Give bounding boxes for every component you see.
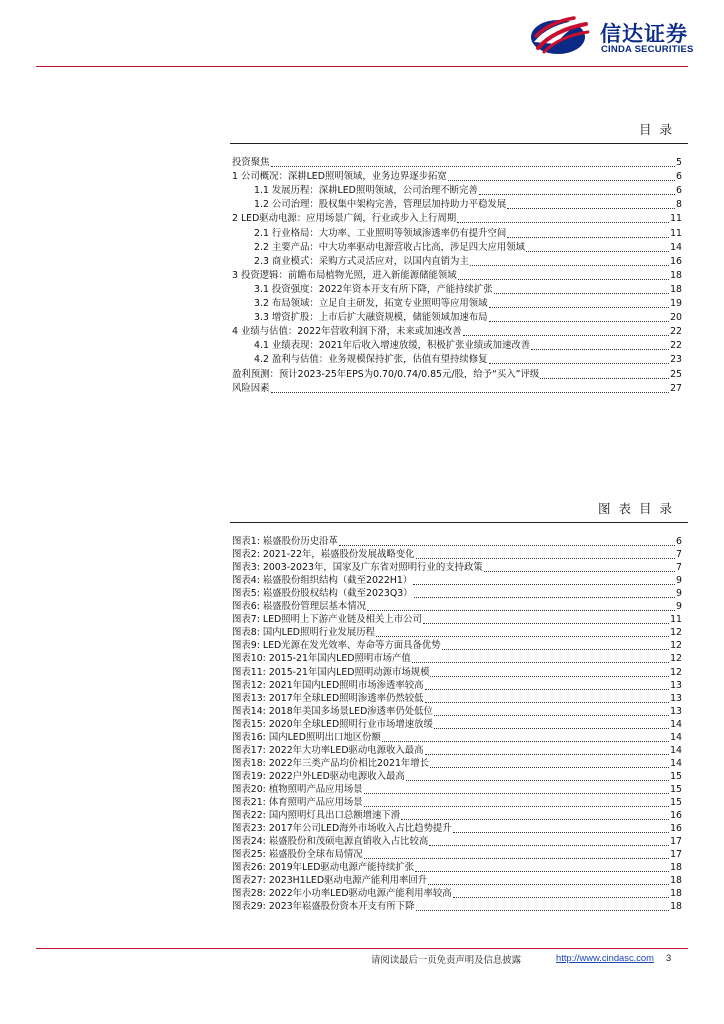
dot-leader bbox=[413, 576, 675, 585]
entry-page-number: 15 bbox=[670, 770, 682, 782]
entry-title: 3.2 布局领域：立足自主研发，拓宽专业照明等应用领域 bbox=[254, 298, 488, 309]
figure-entry[interactable] bbox=[232, 575, 682, 587]
entry-page-number: 22 bbox=[670, 340, 682, 352]
figure-entry[interactable] bbox=[232, 614, 682, 626]
figure-entry[interactable] bbox=[232, 588, 682, 600]
dot-leader bbox=[414, 589, 675, 598]
dot-leader bbox=[479, 186, 675, 195]
entry-page-number: 27 bbox=[670, 382, 682, 394]
cinda-logo bbox=[528, 14, 708, 56]
entry-title: 风险因素 bbox=[232, 382, 270, 394]
entry-title: 3.3 增资扩股：上市后扩大融资规模，储能领域加速布局 bbox=[254, 312, 488, 324]
dot-leader bbox=[494, 285, 669, 294]
dot-leader bbox=[364, 798, 669, 807]
page-footer bbox=[0, 944, 724, 968]
entry-title: 3 投资逻辑：前瞻布局植物光照，进入新能源储能领域 bbox=[232, 269, 457, 281]
entry-page-number: 9 bbox=[676, 601, 682, 613]
figure-entry[interactable] bbox=[232, 653, 682, 665]
entry-page-number: 7 bbox=[676, 562, 682, 574]
entry-title: 3.1 投资强度：2022年资本开支有所下降，产能持续扩张 bbox=[254, 283, 493, 295]
entry-page-number: 6 bbox=[676, 536, 682, 547]
dot-leader bbox=[430, 668, 669, 677]
entry-page-number: 12 bbox=[670, 640, 682, 652]
dot-leader bbox=[271, 384, 670, 393]
entry-page-number: 12 bbox=[670, 653, 682, 665]
entry-page-number: 12 bbox=[670, 666, 682, 678]
dot-leader bbox=[484, 563, 675, 572]
entry-title: 图表3: 2003-2023年，国家及广东省对照明行业的支持政策 bbox=[232, 562, 483, 574]
entry-title: 图表23: 2017年公司LED海外市场收入占比趋势提升 bbox=[232, 823, 452, 835]
entry-title: 图表22: 国内照明灯具出口总额增速下滑 bbox=[232, 810, 401, 822]
entry-page-number: 25 bbox=[670, 368, 682, 380]
figure-entry[interactable] bbox=[232, 732, 682, 744]
entry-title: 图表13: 2017年全球LED照明渗透率仍然较低 bbox=[232, 692, 424, 704]
dot-leader bbox=[367, 602, 675, 611]
entry-title: 图表18: 2022年三类产品均价相比2021年增长 bbox=[232, 757, 430, 769]
footer-divider bbox=[36, 948, 688, 949]
logo-chinese-name: 信达证券 bbox=[600, 22, 688, 46]
dot-leader bbox=[507, 229, 669, 238]
dot-leader bbox=[507, 200, 675, 209]
entry-page-number: 11 bbox=[670, 213, 682, 225]
dot-leader bbox=[339, 537, 675, 546]
entry-page-number: 15 bbox=[670, 797, 682, 808]
entry-title: 图表2: 2021-22年，崧盛股份发展战略变化 bbox=[232, 549, 415, 561]
figures-title-divider bbox=[230, 522, 688, 523]
entry-title: 图表26: 2019年LED驱动电源产能持续扩张 bbox=[232, 862, 415, 874]
dot-leader bbox=[442, 641, 669, 650]
figure-entry[interactable] bbox=[232, 680, 682, 692]
dot-leader bbox=[489, 313, 670, 322]
entry-title: 图表12: 2021年国内LED照明市场渗透率较高 bbox=[232, 679, 424, 691]
dot-leader bbox=[458, 271, 669, 280]
footer-website-link[interactable]: http://www.cindasc.com bbox=[556, 952, 654, 963]
entry-page-number: 16 bbox=[670, 810, 682, 822]
toc-entry[interactable] bbox=[232, 369, 682, 381]
dot-leader bbox=[453, 889, 669, 898]
figure-entry[interactable] bbox=[232, 771, 682, 783]
figure-entry[interactable] bbox=[232, 875, 682, 887]
entry-title: 4 业绩与估值：2022年营收利润下滑，未来或加速改善 bbox=[232, 326, 462, 338]
entry-page-number: 14 bbox=[670, 757, 682, 769]
entry-title: 1 公司概况：深耕LED照明领域，业务边界逐步拓宽 bbox=[232, 171, 447, 183]
dot-leader bbox=[428, 876, 669, 885]
dot-leader bbox=[489, 355, 670, 364]
dot-leader bbox=[401, 811, 669, 820]
entry-title: 图表29: 2023年崧盛股份资本开支有所下降 bbox=[232, 901, 415, 913]
entry-page-number: 8 bbox=[676, 199, 682, 211]
page-header bbox=[0, 0, 724, 70]
dot-leader bbox=[457, 214, 669, 223]
entry-page-number: 18 bbox=[670, 269, 682, 281]
entry-title: 图表15: 2020年全球LED照明行业市场增速放缓 bbox=[232, 718, 433, 730]
logo-english-name: CINDA SECURITIES bbox=[601, 44, 694, 55]
entry-title: 图表27: 2023H1LED驱动电源产能利用率回升 bbox=[232, 875, 428, 887]
entry-title: 4.1 业绩表现：2021年后收入增速放缓，积极扩张业绩或加速改善 bbox=[254, 340, 531, 352]
dot-leader bbox=[489, 299, 670, 308]
dot-leader bbox=[376, 628, 669, 637]
toc-entry[interactable] bbox=[254, 199, 682, 211]
toc-entry[interactable] bbox=[254, 256, 682, 268]
dot-leader bbox=[470, 257, 669, 266]
entry-title: 图表1: 崧盛股份历史沿革 bbox=[232, 536, 338, 547]
entry-page-number: 13 bbox=[670, 692, 682, 704]
entry-title: 1.2 公司治理：股权集中架构完善，管理层加持助力平稳发展 bbox=[254, 199, 507, 211]
dot-leader bbox=[531, 341, 669, 350]
dot-leader bbox=[434, 720, 669, 729]
entry-page-number: 22 bbox=[670, 326, 682, 338]
entry-page-number: 14 bbox=[670, 718, 682, 730]
dot-leader bbox=[429, 837, 669, 846]
toc-entry[interactable] bbox=[232, 213, 682, 225]
entry-title: 4.2 盈利与估值：业务规模保持扩张，估值有望持续修复 bbox=[254, 354, 488, 366]
entry-page-number: 14 bbox=[670, 731, 682, 743]
toc-entry[interactable] bbox=[254, 228, 682, 240]
figure-entry[interactable] bbox=[232, 849, 682, 861]
entry-page-number: 15 bbox=[670, 783, 682, 795]
entry-page-number: 17 bbox=[670, 849, 682, 861]
entry-page-number: 16 bbox=[670, 823, 682, 835]
entry-title: 投资聚焦 bbox=[232, 157, 270, 168]
entry-title: 图表4: 崧盛股份组织结构（截至2022H1） bbox=[232, 575, 413, 587]
figure-entry[interactable] bbox=[232, 562, 682, 574]
dot-leader bbox=[425, 681, 670, 690]
entry-page-number: 7 bbox=[676, 549, 682, 561]
entry-page-number: 9 bbox=[676, 588, 682, 600]
entry-title: 图表8: 国内LED照明行业发展历程 bbox=[232, 627, 375, 639]
entry-page-number: 18 bbox=[670, 862, 682, 874]
figure-entry[interactable] bbox=[232, 862, 682, 874]
toc-entry[interactable] bbox=[254, 312, 682, 324]
entry-title: 图表25: 崧盛股份全球布局情况 bbox=[232, 849, 363, 861]
entry-title: 图表6: 崧盛股份管理层基本情况 bbox=[232, 601, 366, 613]
dot-leader bbox=[364, 785, 669, 794]
toc-entry[interactable] bbox=[254, 354, 682, 366]
toc-entry[interactable] bbox=[254, 185, 682, 197]
entry-title: 图表28: 2022年小功率LED驱动电源产能利用率较高 bbox=[232, 888, 452, 900]
dot-leader bbox=[423, 615, 669, 624]
toc-entry[interactable] bbox=[254, 284, 682, 296]
figure-entry[interactable] bbox=[232, 745, 682, 757]
entry-title: 图表10: 2015-21年国内LED照明市场产值 bbox=[232, 653, 411, 665]
entry-title: 2 LED驱动电源：应用场景广阔，行业或步入上行周期 bbox=[232, 213, 457, 225]
cinda-logo-mark-icon bbox=[528, 14, 594, 56]
entry-title: 图表14: 2018年美国多场景LED渗透率仍处低位 bbox=[232, 705, 433, 717]
figure-entry[interactable] bbox=[232, 627, 682, 639]
entry-page-number: 6 bbox=[676, 171, 682, 183]
figure-entry[interactable] bbox=[232, 901, 682, 913]
entry-page-number: 18 bbox=[670, 901, 682, 913]
entry-page-number: 20 bbox=[670, 312, 682, 324]
entry-title: 图表16: 国内LED照明出口地区份额 bbox=[232, 731, 381, 743]
toc-title: 目录 bbox=[638, 122, 680, 137]
dot-leader bbox=[453, 824, 669, 833]
entry-page-number: 18 bbox=[670, 888, 682, 900]
entry-title: 图表17: 2022年大功率LED驱动电源收入最高 bbox=[232, 744, 424, 756]
figure-entry[interactable] bbox=[232, 549, 682, 561]
entry-title: 1.1 发展历程：深耕LED照明领域，公司治理不断完善 bbox=[254, 185, 478, 197]
figure-entry[interactable] bbox=[232, 706, 682, 718]
toc-entry[interactable] bbox=[232, 326, 682, 338]
toc-entry[interactable] bbox=[232, 157, 682, 169]
entry-title: 图表24: 崧盛股份和茂硕电源直销收入占比较高 bbox=[232, 836, 429, 848]
figure-entry[interactable] bbox=[232, 888, 682, 900]
figure-entry[interactable] bbox=[232, 667, 682, 679]
figure-entry[interactable] bbox=[232, 601, 682, 613]
toc-entry[interactable] bbox=[254, 242, 682, 254]
entry-title: 2.3 商业模式：采购方式灵活应对，以国内直销为主 bbox=[254, 255, 469, 267]
entry-page-number: 11 bbox=[670, 614, 682, 626]
figure-entry[interactable] bbox=[232, 810, 682, 822]
entry-title: 图表11: 2015-21年国内LED照明动源市场规模 bbox=[232, 666, 430, 678]
entry-title: 图表7: LED照明上下游产业链及相关上市公司 bbox=[232, 614, 422, 626]
dot-leader bbox=[416, 902, 670, 911]
entry-title: 图表19: 2022户外LED驱动电源收入最高 bbox=[232, 770, 405, 782]
dot-leader bbox=[526, 243, 669, 252]
toc-entry[interactable] bbox=[232, 270, 682, 282]
entry-page-number: 6 bbox=[676, 185, 682, 197]
entry-page-number: 13 bbox=[670, 705, 682, 717]
entry-page-number: 9 bbox=[676, 575, 682, 587]
entry-title: 图表20: 植物照明产品应用场景 bbox=[232, 783, 363, 795]
figure-entry[interactable] bbox=[232, 693, 682, 705]
figure-entry[interactable] bbox=[232, 536, 682, 548]
dot-leader bbox=[425, 694, 670, 703]
toc-entry[interactable] bbox=[232, 171, 682, 183]
entry-page-number: 17 bbox=[670, 836, 682, 848]
figures-title: 图表目录 bbox=[597, 501, 680, 516]
entry-title: 2.1 行业格局：大功率、工业照明等领域渗透率仍有提升空间 bbox=[254, 227, 507, 239]
entry-title: 图表9: LED光源在发光效率、寿命等方面具备优势 bbox=[232, 640, 441, 652]
entry-page-number: 23 bbox=[670, 354, 682, 366]
dot-leader bbox=[406, 772, 669, 781]
entry-page-number: 14 bbox=[670, 241, 682, 253]
dot-leader bbox=[425, 746, 670, 755]
header-divider bbox=[36, 66, 688, 67]
dot-leader bbox=[364, 850, 669, 859]
page-number: 3 bbox=[666, 952, 672, 963]
entry-page-number: 5 bbox=[676, 157, 682, 168]
entry-title: 盈利预测：预计2023-25年EPS为0.70/0.74/0.85元/股，给予“买入”评级 bbox=[232, 368, 540, 380]
entry-title: 图表5: 崧盛股份股权结构（截至2023Q3） bbox=[232, 588, 413, 600]
entry-page-number: 14 bbox=[670, 744, 682, 756]
figure-entry[interactable] bbox=[232, 797, 682, 809]
entry-title: 图表21: 体育照明产品应用场景 bbox=[232, 797, 363, 808]
figure-entry[interactable] bbox=[232, 836, 682, 848]
entry-page-number: 19 bbox=[670, 298, 682, 309]
figure-entry[interactable] bbox=[232, 758, 682, 770]
dot-leader bbox=[412, 654, 669, 663]
toc-entry[interactable] bbox=[254, 340, 682, 352]
dot-leader bbox=[416, 550, 676, 559]
toc-title-divider bbox=[230, 143, 688, 144]
figure-entry[interactable] bbox=[232, 640, 682, 652]
entry-page-number: 12 bbox=[670, 627, 682, 639]
entry-title: 2.2 主要产品：中大功率驱动电源营收占比高，涉足四大应用领域 bbox=[254, 241, 526, 253]
dot-leader bbox=[430, 759, 669, 768]
dot-leader bbox=[271, 158, 676, 167]
entry-page-number: 18 bbox=[670, 283, 682, 295]
figure-entry[interactable] bbox=[232, 823, 682, 835]
dot-leader bbox=[540, 370, 669, 379]
entry-page-number: 18 bbox=[670, 875, 682, 887]
toc-entry[interactable] bbox=[254, 298, 682, 310]
entry-page-number: 13 bbox=[670, 679, 682, 691]
footer-disclaimer: 请阅读最后一页免责声明及信息披露 bbox=[371, 955, 522, 966]
figure-entry[interactable] bbox=[232, 719, 682, 731]
dot-leader bbox=[463, 327, 669, 336]
dot-leader bbox=[382, 733, 669, 742]
dot-leader bbox=[448, 172, 675, 181]
dot-leader bbox=[434, 707, 669, 716]
entry-page-number: 11 bbox=[670, 227, 682, 239]
dot-leader bbox=[415, 863, 669, 872]
figure-entry[interactable] bbox=[232, 784, 682, 796]
toc-entry[interactable] bbox=[232, 383, 682, 395]
entry-page-number: 16 bbox=[670, 255, 682, 267]
